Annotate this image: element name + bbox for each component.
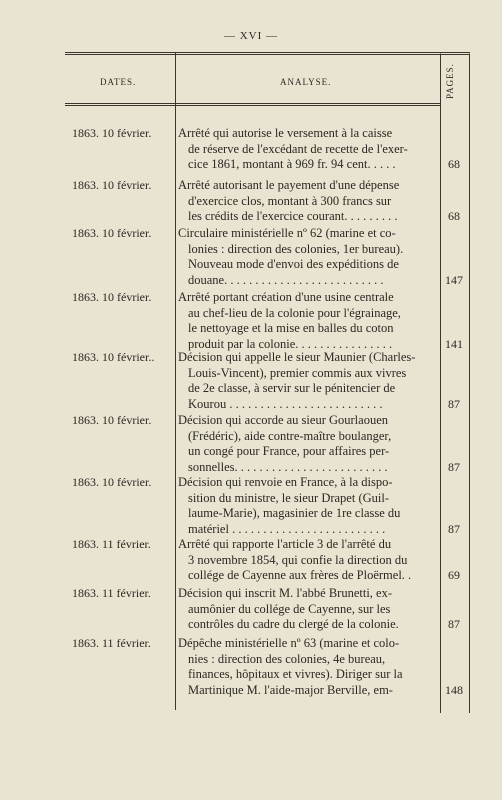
header-rule <box>65 103 440 106</box>
analysis-line: de réserve de l'excédant de recette de l'exer- <box>188 141 408 156</box>
analysis-line: Nouveau mode d'envoi des expéditions de <box>188 257 399 271</box>
page-number: — XVI — <box>223 30 279 42</box>
analysis-line: 3 novembre 1854, qui confie la direction du <box>188 552 408 567</box>
entry-page: 141 <box>445 336 463 351</box>
analysis-line: Circulaire ministérielle nº 62 (marine et co- <box>178 226 396 240</box>
analysis-line: sition du ministre, le sieur Drapet (Guil- <box>188 490 390 505</box>
analysis-line: les crédits de l'exercice courant. . . . . . . . . <box>188 209 398 223</box>
entry-date: 1863. 11 février. <box>72 636 151 650</box>
entry-page: 87 <box>448 521 460 536</box>
entry-date: 1863. 10 février. <box>72 178 152 192</box>
analysis-line: Martinique M. l'aide-major Berville, em- <box>188 682 393 697</box>
analysis-line: finances, hôpitaux et vivres). Diriger sur la <box>188 667 403 681</box>
analysis-line: contrôles du cadre du clergé de la colonie. <box>188 617 399 631</box>
entry-page: 87 <box>448 459 460 474</box>
entry-analysis <box>178 636 436 698</box>
analysis-line: Arrêté qui autorise le versement à la caisse <box>178 126 393 140</box>
analysis-line: Louis-Vincent), premier commis aux vivres <box>188 365 407 380</box>
analysis-line: Dépêche ministérielle nº 63 (marine et colo- <box>178 636 400 650</box>
analysis-line: douane. . . . . . . . . . . . . . . . . . . . . . . . . . <box>188 272 384 287</box>
analysis-line: au chef-lieu de la colonie pour l'égrainage, <box>188 305 401 320</box>
analysis-line: collége de Cayenne aux frères de Ploërmel. . <box>188 568 412 582</box>
entry-date: 1863. 10 février. <box>72 413 152 427</box>
entry-page: 69 <box>448 568 460 582</box>
entry-date: 1863. 10 février. <box>72 226 152 240</box>
entry-analysis <box>178 226 436 288</box>
analysis-line: Arrêté autorisant le payement d'une dépense <box>178 178 400 192</box>
entry-page: 68 <box>448 157 460 171</box>
entry-analysis <box>178 586 436 633</box>
analysis-line: Décision qui appelle le sieur Maunier (Charles- <box>178 350 416 364</box>
entry-page: 87 <box>448 617 460 631</box>
analysis-line: Arrêté portant création d'une usine centrale <box>178 290 394 304</box>
dates-header: DATES. <box>100 77 137 87</box>
analysis-line: d'exercice clos, montant à 300 francs sur <box>188 193 392 208</box>
analysis-line: aumônier du collége de Cayenne, sur les <box>188 601 391 616</box>
analysis-line: un congé pour France, pour affaires per- <box>188 444 390 458</box>
analysis-line: Décision qui inscrit M. l'abbé Brunetti, ex- <box>178 586 393 600</box>
analysis-line: (Frédéric), aide contre-maître boulanger, <box>188 428 392 443</box>
entry-analysis <box>178 290 436 352</box>
entry-page: 148 <box>445 682 463 697</box>
entry-page: 68 <box>448 209 460 223</box>
entry-analysis <box>178 126 436 173</box>
entry-page: 87 <box>448 396 460 411</box>
analysis-line: lonies : direction des colonies, 1er bureau). <box>188 241 404 256</box>
entry-analysis <box>178 537 436 584</box>
entry-analysis <box>178 350 436 412</box>
entry-date: 1863. 10 février.. <box>72 350 155 364</box>
analysis-line: nies : direction des colonies, 4e bureau, <box>188 651 386 666</box>
entry-date: 1863. 10 février. <box>72 475 152 489</box>
entry-analysis <box>178 475 436 537</box>
analysis-line: cice 1861, montant à 969 fr. 94 cent. . . . . <box>188 157 396 171</box>
column-divider <box>175 52 176 710</box>
analysis-line: sonnelles. . . . . . . . . . . . . . . . . . . . . . . . . <box>188 459 388 474</box>
pages-header: PAGES. <box>445 63 455 99</box>
entry-date: 1863. 11 février. <box>72 537 151 551</box>
analysis-line: laume-Marie), magasinier de 1re classe du <box>188 506 401 520</box>
pages-column <box>440 52 470 713</box>
entry-analysis <box>178 413 436 475</box>
analysis-line: de 2e classe, à servir sur le pénitencier de <box>188 381 396 395</box>
entry-analysis <box>178 178 436 225</box>
analysis-line: Décision qui accorde au sieur Gourlaouen <box>178 413 388 427</box>
analysis-line: Décision qui renvoie en France, à la dispo- <box>178 475 393 489</box>
analyse-header: ANALYSE. <box>280 77 332 87</box>
analysis-line: produit par la colonie. . . . . . . . . . . . . . . . <box>188 336 393 351</box>
entry-page: 147 <box>445 272 463 287</box>
entry-date: 1863. 10 février. <box>72 290 152 304</box>
entry-date: 1863. 11 février. <box>72 586 151 600</box>
analysis-line: le nettoyage et la mise en balles du coton <box>188 321 394 335</box>
analysis-line: Kourou . . . . . . . . . . . . . . . . . . . . . . . . . <box>188 396 383 411</box>
analysis-line: matériel . . . . . . . . . . . . . . . . . . . . . . . . . <box>188 521 386 536</box>
entry-date: 1863. 10 février. <box>72 126 152 140</box>
analysis-line: Arrêté qui rapporte l'article 3 de l'arrêté du <box>178 537 392 551</box>
